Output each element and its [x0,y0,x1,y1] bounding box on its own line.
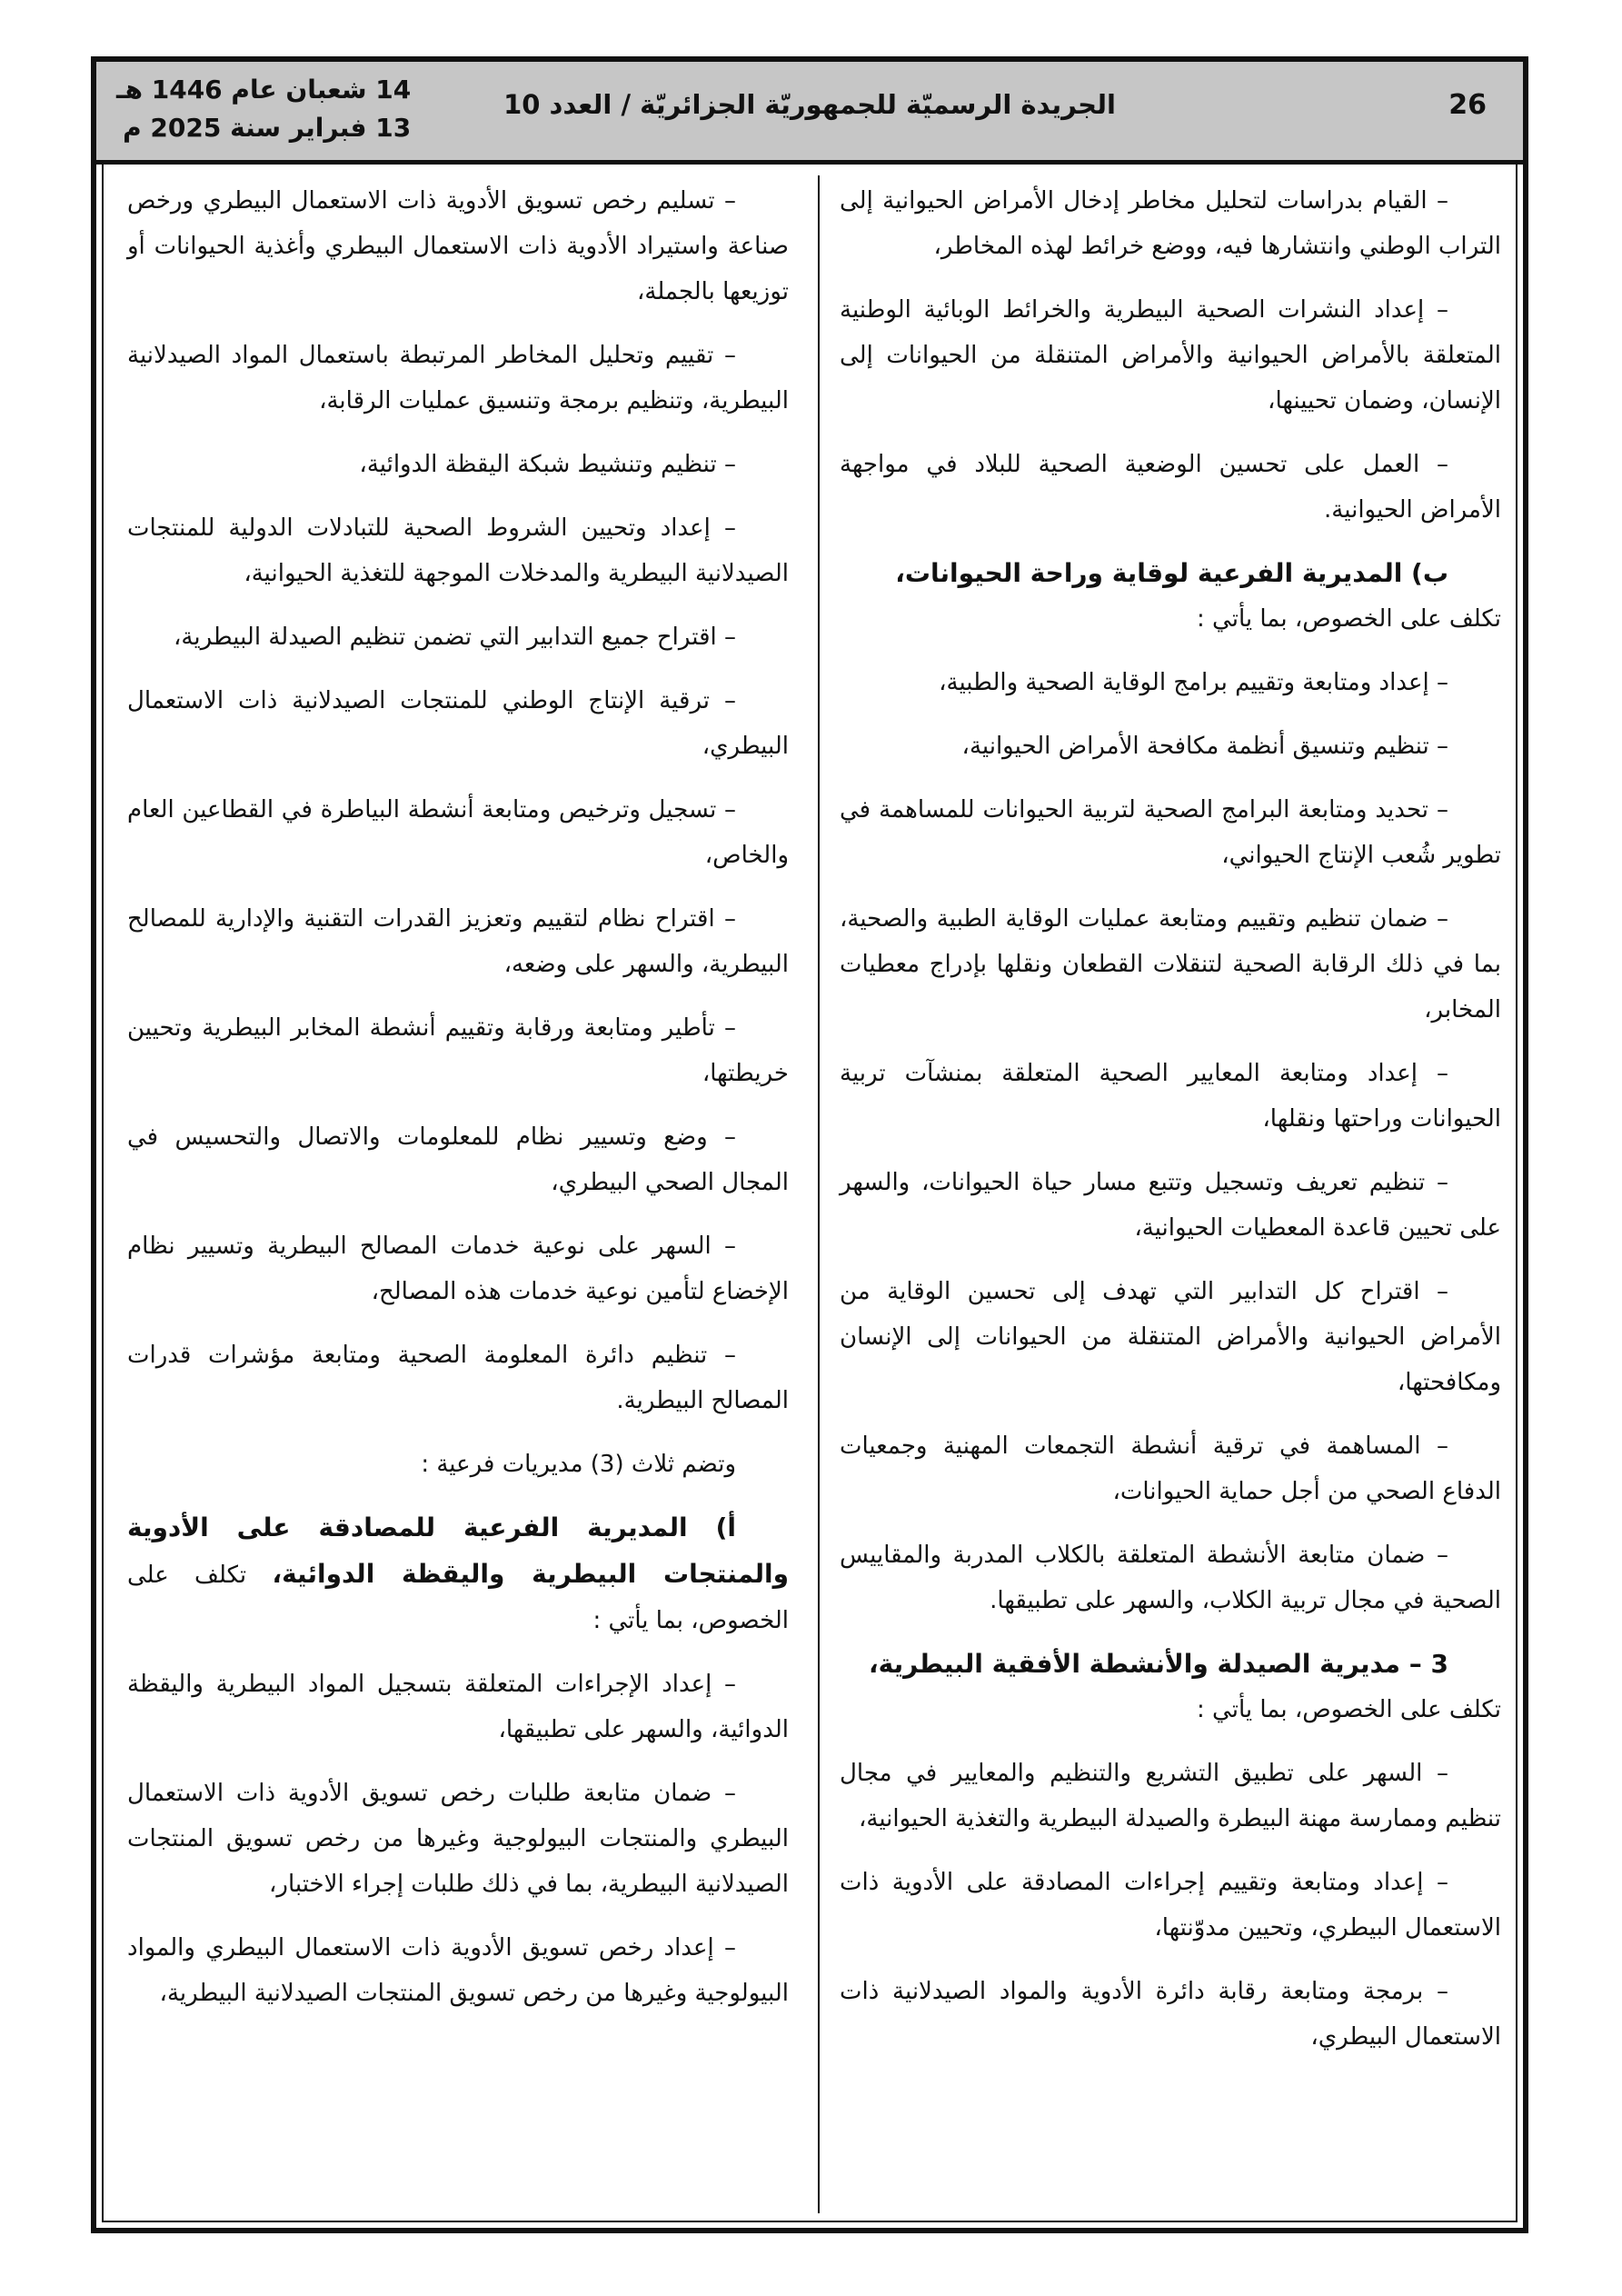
item-text: – تحديد ومتابعة البرامج الصحية لتربية الحيوانات للمساهمة في تطوير شُعب الإنتاج الحيواني، [840,796,1501,869]
section-heading [127,1505,789,1643]
heading-title: 3 – مديرية الصيدلة والأنشطة الأفقية البيطرية، [869,1649,1448,1679]
item-text: – إعداد ومتابعة المعايير الصحية المتعلقة بمنشآت تربية الحيوانات وراحتها ونقلها، [840,1060,1501,1133]
item-text: – تنظيم وتنسيق أنظمة مكافحة الأمراض الحيوانية، [961,733,1448,760]
list-item [127,678,789,769]
list-item [127,614,789,660]
item-text: – تقييم وتحليل المخاطر المرتبطة باستعمال المواد الصيدلانية البيطرية، وتنظيم برمجة وتنسيق عمليات الرقابة، [127,342,789,414]
list-item [127,1223,789,1314]
list-item [840,660,1501,705]
gazette-title: الجريدة الرسميّة للجمهوريّة الجزائريّة / العدد 10 [503,89,1116,120]
list-item [127,178,789,314]
item-text: – ترقية الإنتاج الوطني للمنتجات الصيدلانية ذات الاستعمال البيطري، [127,687,789,760]
item-text: – تسجيل وترخيص ومتابعة أنشطة البياطرة في القطاعين العام والخاص، [127,796,789,869]
list-item [127,1925,789,2016]
list-item [840,787,1501,878]
item-text: – اقتراح نظام لتقييم وتعزيز القدرات التقنية والإدارية للمصالح البيطرية، والسهر على وضعه، [127,905,789,978]
item-text: – إعداد رخص تسويق الأدوية ذات الاستعمال البيطري والمواد البيولوجية وغيرها من رخص تسويق المنتجات الصيدلانية البيطرية، [127,1934,789,2007]
section-heading [840,1642,1501,1732]
left-column [127,178,789,2034]
list-item [127,442,789,487]
right-column [840,178,1501,2078]
list-item [840,178,1501,269]
item-text: – إعداد وتحيين الشروط الصحية للتبادلات الدولية للمنتجات الصيدلانية البيطرية والمدخلات الموجهة للتغذية الحيوانية، [127,514,789,587]
list-item [127,787,789,878]
list-item [840,1969,1501,2060]
page-number: 26 [1448,89,1487,121]
date-gregorian: 13 فبراير سنة 2025 م [123,113,412,143]
gazette-header [96,62,1523,165]
item-text: – السهر على تطبيق التشريع والتنظيم والمعايير في مجال تنظيم وممارسة مهنة البيطرة والصيدلة البيطرية والتغذية الحيوانية، [840,1760,1501,1832]
list-item [840,1423,1501,1514]
list-item [840,1751,1501,1842]
list-item [127,333,789,424]
item-text: – السهر على نوعية خدمات المصالح البيطرية وتسيير نظام الإخضاع لتأمين نوعية خدمات هذه المصالح، [127,1233,789,1305]
issue-date [116,71,411,147]
heading-title: ب) المديرية الفرعية لوقاية وراحة الحيوانات، [895,558,1448,588]
item-text: – تسليم رخص تسويق الأدوية ذات الاستعمال البيطري ورخص صناعة واستيراد الأدوية ذات الاستعمال البيطري وأغذية الحيوانات أو توزيعها بالجملة، [127,187,789,305]
item-text: – ضمان متابعة الأنشطة المتعلقة بالكلاب المدربة والمقاييس الصحية في مجال تربية الكلاب، والسهر على تطبيقها. [840,1542,1501,1614]
item-text: – اقتراح كل التدابير التي تهدف إلى تحسين الوقاية من الأمراض الحيوانية والأمراض المتنقلة من الحيوانات إلى الإنسان ومكافحتها، [840,1278,1501,1396]
heading-title: أ) المديرية الفرعية للمصادقة على الأدوية والمنتجات البيطرية واليقظة الدوائية، [127,1512,789,1589]
item-text: – تأطير ومتابعة ورقابة وتقييم أنشطة المخابر البيطرية وتحيين خريطتها، [127,1014,789,1087]
item-text: – تنظيم دائرة المعلومة الصحية ومتابعة مؤشرات قدرات المصالح البيطرية. [127,1342,789,1414]
list-item [127,1662,789,1752]
list-item [840,1160,1501,1251]
date-hijri: 14 شعبان عام 1446 هـ [116,75,412,105]
list-item [127,505,789,596]
item-text: – المساهمة في ترقية أنشطة التجمعات المهنية وجمعيات الدفاع الصحي من أجل حماية الحيوانات، [840,1433,1501,1505]
paragraph [127,1442,789,1487]
list-item [840,287,1501,424]
list-item [840,1269,1501,1405]
column-divider [818,175,820,2213]
item-text: – إعداد ومتابعة وتقييم إجراءات المصادقة على الأدوية ذات الاستعمال البيطري، وتحيين مدوّنتها، [840,1869,1501,1942]
list-item [840,1532,1501,1623]
item-text: – تنظيم تعريف وتسجيل وتتبع مسار حياة الحيوانات، والسهر على تحيين قاعدة المعطيات الحيوانية، [840,1169,1501,1242]
item-text: – برمجة ومتابعة رقابة دائرة الأدوية والمواد الصيدلانية ذات الاستعمال البيطري، [840,1978,1501,2051]
heading-continuation: تكلف على الخصوص، بما يأتي : [1197,605,1501,633]
list-item [840,1051,1501,1142]
heading-continuation: تكلف على الخصوص، بما يأتي : [1197,1696,1501,1723]
item-text: – إعداد النشرات الصحية البيطرية والخرائط الوبائية الوطنية المتعلقة بالأمراض الحيوانية والأمراض المتنقلة من الحيوانات إلى الإنسان، وضمان تحيينها، [840,296,1501,414]
item-text: – ضمان متابعة طلبات رخص تسويق الأدوية ذات الاستعمال البيطري والمنتجات البيولوجية وغيرها من رخص تسويق المنتجات الصيدلانية البيطرية، بما في ذلك طلبات إجراء الاختبار، [127,1780,789,1898]
section-heading [840,551,1501,642]
item-text: – ضمان تنظيم وتقييم ومتابعة عمليات الوقاية الطبية والصحية، بما في ذلك الرقابة الصحية لتنقلات القطعان ونقلها بإدراج معطيات المخابر، [840,905,1501,1023]
item-text: وتضم ثلاث (3) مديريات فرعية : [421,1451,736,1478]
item-text: – اقتراح جميع التدابير التي تضمن تنظيم الصيدلة البيطرية، [174,624,736,651]
item-text: – وضع وتسيير نظام للمعلومات والاتصال والتحسيس في المجال الصحي البيطري، [127,1123,789,1196]
item-text: – تنظيم وتنشيط شبكة اليقظة الدوائية، [359,451,736,478]
list-item [127,1333,789,1423]
list-item [840,1860,1501,1951]
item-text: – إعداد ومتابعة وتقييم برامج الوقاية الصحية والطبية، [939,669,1448,696]
list-item [840,896,1501,1033]
list-item [127,1005,789,1096]
page-frame [91,56,1528,2233]
list-item [840,724,1501,769]
list-item [840,442,1501,533]
item-text: – إعداد الإجراءات المتعلقة بتسجيل المواد البيطرية واليقظة الدوائية، والسهر على تطبيقها، [127,1671,789,1743]
list-item [127,1771,789,1907]
item-text: – القيام بدراسات لتحليل مخاطر إدخال الأمراض الحيوانية إلى التراب الوطني وانتشارها فيه، ووضع خرائط لهذه المخاطر، [840,187,1501,260]
item-text: – العمل على تحسين الوضعية الصحية للبلاد في مواجهة الأمراض الحيوانية. [840,451,1501,524]
list-item [127,1114,789,1205]
list-item [127,896,789,987]
heading-continuation: تكلف على الخصوص، بما يأتي : [127,1562,789,1634]
